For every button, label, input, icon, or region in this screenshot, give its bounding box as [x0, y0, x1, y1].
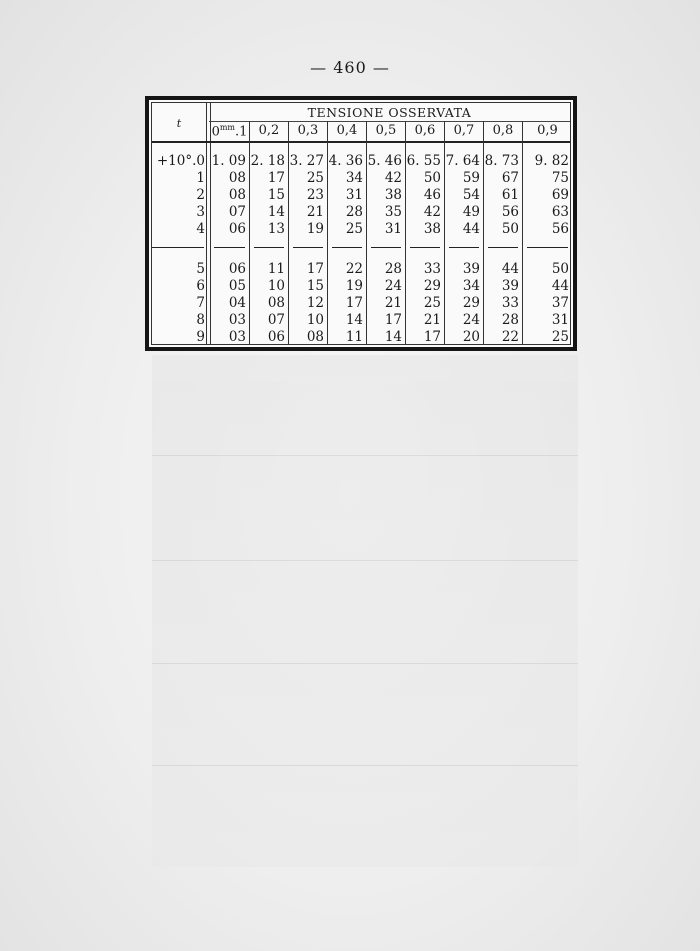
column-header: 0,8	[492, 123, 514, 138]
table-cell: 03	[228, 312, 246, 328]
table-cell: 56	[551, 221, 569, 237]
table-row	[152, 221, 570, 238]
group-rule-segment	[527, 247, 568, 248]
table-cell: 28	[345, 204, 363, 220]
table-cell: 07	[267, 312, 285, 328]
bleed-through-shadow	[152, 355, 578, 867]
table-frame	[145, 96, 577, 351]
table-row	[152, 278, 570, 295]
table-cell: 29	[462, 295, 480, 311]
table-cell: 25	[551, 329, 569, 345]
table-cell: 9. 82	[534, 153, 569, 169]
table-cell: 11	[267, 261, 285, 277]
table-cell: 29	[423, 278, 441, 294]
column-header: 0,5	[375, 123, 397, 138]
table-cell: 10	[267, 278, 285, 294]
table-cell: 21	[423, 312, 441, 328]
table-cell: 34	[462, 278, 480, 294]
table-cell: 08	[228, 170, 246, 186]
table-cell: 3. 27	[289, 153, 324, 169]
table-row	[152, 204, 570, 221]
table-cell: 28	[501, 312, 519, 328]
table-cell: 34	[345, 170, 363, 186]
table-cell: 31	[551, 312, 569, 328]
table-cell: 5. 46	[367, 153, 402, 169]
table-cell: 11	[345, 329, 363, 345]
table-cell: 63	[551, 204, 569, 220]
table-cell: 50	[423, 170, 441, 186]
table-cell: 44	[462, 221, 480, 237]
table-cell: 25	[423, 295, 441, 311]
group-rule-segment	[488, 247, 518, 248]
table-cell: 25	[306, 170, 324, 186]
table-cell: 19	[306, 221, 324, 237]
t-value: +10°.0	[156, 153, 205, 169]
table-cell: 39	[462, 261, 480, 277]
table-cell: 50	[551, 261, 569, 277]
table-cell: 38	[384, 187, 402, 203]
column-header: $0^{mm}.1$	[211, 123, 248, 140]
group-rule-segment	[449, 247, 479, 248]
data-table	[151, 102, 571, 345]
table-cell: 20	[462, 329, 480, 345]
table-cell: 17	[345, 295, 363, 311]
table-cell: 17	[306, 261, 324, 277]
table-cell: 4. 36	[328, 153, 363, 169]
t-value: 2	[196, 187, 205, 203]
table-cell: 28	[384, 261, 402, 277]
t-value: 9	[196, 329, 205, 345]
t-value: 5	[196, 261, 205, 277]
table-cell: 24	[462, 312, 480, 328]
table-cell: 44	[501, 261, 519, 277]
column-header: 0,9	[537, 123, 558, 138]
table-cell: 46	[423, 187, 441, 203]
group-rule-segment	[254, 247, 284, 248]
t-value: 1	[196, 170, 205, 186]
column-header: 0,4	[336, 123, 358, 138]
table-cell: 42	[423, 204, 441, 220]
table-cell: 25	[345, 221, 363, 237]
table-cell: 22	[501, 329, 519, 345]
table-cell: 21	[306, 204, 324, 220]
column-header: 0,6	[414, 123, 436, 138]
group-rule-segment	[152, 247, 204, 248]
table-cell: 08	[267, 295, 285, 311]
t-value: 4	[196, 221, 205, 237]
table-cell: 15	[267, 187, 285, 203]
table-cell: 50	[501, 221, 519, 237]
table-cell: 37	[551, 295, 569, 311]
table-cell: 49	[462, 204, 480, 220]
table-cell: 31	[345, 187, 363, 203]
table-cell: 14	[384, 329, 402, 345]
table-cell: 22	[345, 261, 363, 277]
group-rule-segment	[332, 247, 362, 248]
table-cell: 75	[551, 170, 569, 186]
table-cell: 33	[423, 261, 441, 277]
column-header: 0,2	[258, 123, 280, 138]
t-column-header: t	[176, 117, 182, 130]
table-cell: 07	[228, 204, 246, 220]
table-cell: 05	[228, 278, 246, 294]
table-cell: 54	[462, 187, 480, 203]
table-cell: 69	[551, 187, 569, 203]
t-value: 6	[196, 278, 205, 294]
table-cell: 13	[267, 221, 285, 237]
table-cell: 17	[423, 329, 441, 345]
table-cell: 23	[306, 187, 324, 203]
table-cell: 04	[228, 295, 246, 311]
table-row	[152, 312, 570, 329]
table-cell: 67	[501, 170, 519, 186]
table-cell: 31	[384, 221, 402, 237]
table-cell: 15	[306, 278, 324, 294]
table-cell: 06	[228, 261, 246, 277]
group-rule-segment	[214, 247, 245, 248]
table-cell: 14	[267, 204, 285, 220]
table-cell: 33	[501, 295, 519, 311]
table-cell: 6. 55	[406, 153, 441, 169]
table-cell: 39	[501, 278, 519, 294]
table-cell: 42	[384, 170, 402, 186]
table-row	[152, 261, 570, 278]
table-cell: 08	[228, 187, 246, 203]
table-cell: 17	[384, 312, 402, 328]
group-rule-segment	[371, 247, 401, 248]
table-cell: 06	[228, 221, 246, 237]
table-row	[152, 187, 570, 204]
t-value: 3	[196, 204, 205, 220]
table-cell: 17	[267, 170, 285, 186]
group-rule-segment	[410, 247, 440, 248]
column-header: 0,3	[297, 123, 319, 138]
table-cell: 61	[501, 187, 519, 203]
table-cell: 19	[345, 278, 363, 294]
table-cell: 38	[423, 221, 441, 237]
table-cell: 08	[306, 329, 324, 345]
table-cell: 06	[267, 329, 285, 345]
table-cell: 1. 09	[211, 153, 246, 169]
table-cell: 44	[551, 278, 569, 294]
table-cell: 7. 64	[445, 153, 480, 169]
table-cell: 03	[228, 329, 246, 345]
table-cell: 10	[306, 312, 324, 328]
table-cell: 56	[501, 204, 519, 220]
group-rule-segment	[293, 247, 323, 248]
page-number: — 460 —	[310, 58, 390, 77]
table-title: TENSIONE OSSERVATA	[307, 105, 472, 120]
table-row	[152, 295, 570, 312]
table-cell: 14	[345, 312, 363, 328]
table-row	[152, 329, 570, 346]
table-cell: 24	[384, 278, 402, 294]
header-bottom-rule	[152, 141, 570, 143]
title-underline	[209, 121, 570, 122]
table-cell: 12	[306, 295, 324, 311]
table-cell: 35	[384, 204, 402, 220]
table-row	[152, 170, 570, 187]
table-cell: 21	[384, 295, 402, 311]
t-value: 7	[196, 295, 205, 311]
table-cell: 8. 73	[484, 153, 519, 169]
table-row	[152, 153, 570, 170]
table-cell: 59	[462, 170, 480, 186]
column-header: 0,7	[453, 123, 475, 138]
table-cell: 2. 18	[250, 153, 285, 169]
t-value: 8	[196, 312, 205, 328]
